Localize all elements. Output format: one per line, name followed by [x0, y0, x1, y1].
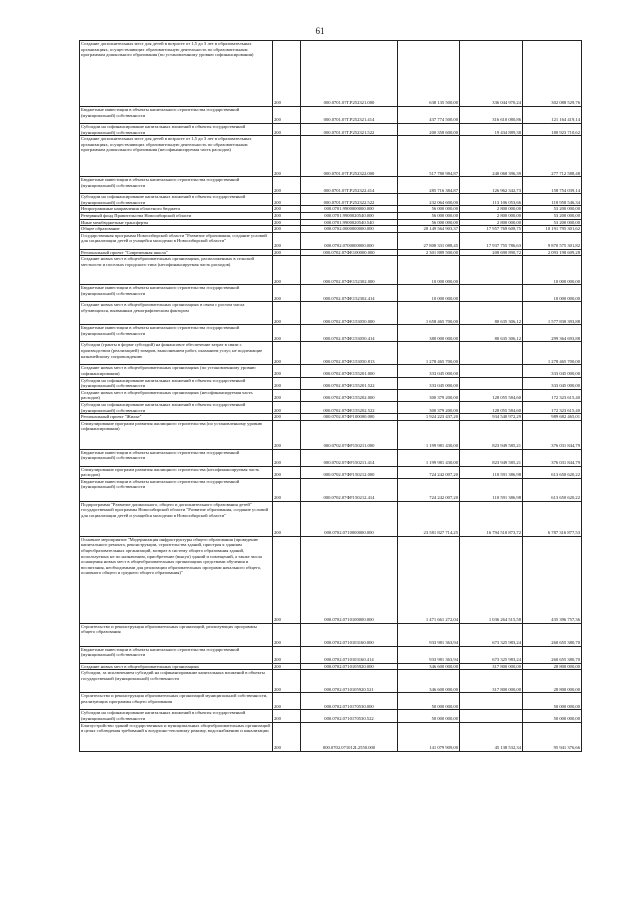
row-executed-cell: 673 325 983,24	[460, 646, 523, 663]
row-indicator-cell: 200	[273, 365, 301, 377]
row-executed-cell: 2 800 000,00	[460, 206, 523, 213]
row-indicator-cell: 200	[273, 414, 301, 421]
row-indicator-cell: 200	[273, 124, 301, 136]
row-name-cell: Субсидии на софинансирование капитальных вложений в объекты государственной (муниципальной) собственности	[80, 377, 273, 389]
row-unexecuted-cell: 118 958 546,34	[523, 194, 582, 206]
row-name-cell: Общее образование	[80, 226, 273, 233]
row-name-cell: Резервный фонд Правительства Новосибирской области	[80, 212, 273, 219]
row-code-cell: 000.0702.07ФЕ153050.414	[301, 325, 398, 342]
row-approved-cell: 56 000 000,00	[398, 219, 460, 226]
row-approved-cell: 1 199 981 430,00	[398, 420, 460, 449]
row-name-cell: Субсидии на софинансирование капитальных вложений в объекты государственной (муниципальной) собственности	[80, 710, 273, 722]
row-unexecuted-cell: 9 870 575 301,82	[523, 232, 582, 249]
row-unexecuted-cell: 1 577 830 393,88	[523, 302, 582, 325]
row-unexecuted-cell: 95 941 376,66	[523, 722, 582, 751]
row-executed-cell: 17 957 769 608,75	[460, 226, 523, 233]
row-indicator-cell: 200	[273, 420, 301, 449]
row-code-cell: 000.0702.07ФЕ152302.000	[301, 256, 398, 285]
row-unexecuted-cell: 299 364 693,88	[523, 325, 582, 342]
row-unexecuted-cell: 50 000 000,00	[523, 710, 582, 722]
row-executed-cell	[460, 365, 523, 377]
row-name-cell: Региональный проект "Современная школа"	[80, 249, 273, 256]
row-name-cell: Бюджетные инвестиции в объекты капитального строительства государственной (муниципальной) собственности	[80, 285, 273, 302]
row-code-cell: 000.0701.9900020540.540	[301, 219, 398, 226]
table-row	[80, 302, 582, 325]
table-row	[80, 249, 582, 256]
row-executed-cell	[460, 710, 523, 722]
row-indicator-cell: 200	[273, 710, 301, 722]
row-unexecuted-cell: 121 164 419,14	[523, 107, 582, 124]
row-name-cell: Бюджетные инвестиции в объекты капитального строительства государственной (муниципальной) собственности	[80, 325, 273, 342]
row-approved-cell: 724 242 007,20	[398, 478, 460, 501]
table-row	[80, 365, 582, 377]
row-indicator-cell: 200	[273, 501, 301, 536]
row-approved-cell: 27 808 331 088,45	[398, 232, 460, 249]
row-name-cell: Бюджетные инвестиции в объекты капитального строительства государственной (муниципальной) собственности	[80, 478, 273, 501]
row-indicator-cell: 200	[273, 136, 301, 177]
row-name-cell: Стимулирование программ развития жилищного строительства (несофинансируемая часть расходов)	[80, 466, 273, 478]
row-approved-cell: 28 149 564 903,37	[398, 226, 460, 233]
row-executed-cell	[460, 693, 523, 710]
table-row	[80, 212, 582, 219]
table-row	[80, 710, 582, 722]
row-approved-cell: 380 000 000,00	[398, 325, 460, 342]
row-approved-cell: 437 774 500,00	[398, 107, 460, 124]
row-executed-cell: 673 325 983,24	[460, 623, 523, 646]
row-indicator-cell: 200	[273, 325, 301, 342]
row-name-cell: Субсидии на софинансирование капитальных вложений в объекты государственной (муниципальной) собственности	[80, 194, 273, 206]
row-indicator-cell: 200	[273, 466, 301, 478]
row-name-cell: Бюджетные инвестиции в объекты капитального строительства государственной (муниципальной) собственности	[80, 107, 273, 124]
row-executed-cell: 2 800 000,00	[460, 212, 523, 219]
row-approved-cell: 300 379 200,00	[398, 389, 460, 401]
row-indicator-cell: 200	[273, 226, 301, 233]
row-executed-cell: 317 800 000,00	[460, 663, 523, 670]
budget-table	[79, 40, 582, 752]
row-indicator-cell: 200	[273, 389, 301, 401]
table-row	[80, 536, 582, 623]
row-code-cell: 000.0702.0700000000.000	[301, 232, 398, 249]
row-executed-cell: 17 937 755 786,63	[460, 232, 523, 249]
row-executed-cell: 19 434 889,38	[460, 124, 523, 136]
row-name-cell: Стимулирование программ развития жилищного строительства (по установленному уровню софинансирования)	[80, 420, 273, 449]
row-indicator-cell: 200	[273, 401, 301, 413]
row-name-cell: Субсидии (гранты в форме субсидий) на финансовое обеспечение затрат в связи с производством (реализацией) товаров, выполнением работ, оказанием услуг, не подлежащие казначейскому сопровождению	[80, 342, 273, 365]
row-indicator-cell: 200	[273, 646, 301, 663]
table-row	[80, 623, 582, 646]
table-row	[80, 420, 582, 449]
row-executed-cell	[460, 256, 523, 285]
row-indicator-cell: 200	[273, 194, 301, 206]
row-approved-cell: 1 278 465 700,00	[398, 342, 460, 365]
table-row	[80, 41, 582, 107]
page-number: 61	[315, 26, 325, 36]
row-name-cell: Строительство и реконструкция образовательных организаций муниципальной собственности, реализующих программы общего образования	[80, 693, 273, 710]
row-executed-cell: 80 635 306,12	[460, 325, 523, 342]
row-unexecuted-cell: 260 655 380,70	[523, 646, 582, 663]
row-approved-cell: 23 581 827 714,25	[398, 501, 460, 536]
row-indicator-cell: 200	[273, 212, 301, 219]
row-code-cell: 000.0702.07ФЕ152302.414	[301, 285, 398, 302]
row-indicator-cell: 200	[273, 302, 301, 325]
row-name-cell: Благоустройство зданий государственных и муниципальных общеобразовательных организаций в целях соблюдения требований к воздушно-тепловому режиму, водоснабжению и канализации	[80, 722, 273, 751]
row-approved-cell: 56 000 000,00	[398, 206, 460, 213]
table-row	[80, 136, 582, 177]
row-unexecuted-cell: 28 800 000,00	[523, 663, 582, 670]
row-indicator-cell: 200	[273, 177, 301, 194]
row-unexecuted-cell: 10 191 795 301,62	[523, 226, 582, 233]
row-approved-cell: 724 242 007,20	[398, 466, 460, 478]
row-name-cell: Бюджетные инвестиции в объекты капитального строительства государственной (муниципальной) собственности	[80, 449, 273, 466]
row-unexecuted-cell: 172 323 615,40	[523, 401, 582, 413]
row-approved-cell: 1 658 465 700,00	[398, 302, 460, 325]
row-indicator-cell: 200	[273, 206, 301, 213]
row-code-cell: 000.0702.0710100000.000	[301, 536, 398, 623]
row-code-cell: 000.0701.9900020540.000	[301, 212, 398, 219]
row-name-cell: Субсидии на софинансирование капитальных вложений в объекты государственной (муниципальной) собственности	[80, 124, 273, 136]
row-executed-cell	[460, 285, 523, 302]
table-row	[80, 342, 582, 365]
row-unexecuted-cell: 333 045 000,00	[523, 377, 582, 389]
row-indicator-cell: 200	[273, 536, 301, 623]
row-indicator-cell: 200	[273, 670, 301, 693]
row-unexecuted-cell: 53 200 000,00	[523, 206, 582, 213]
row-indicator-cell: 200	[273, 249, 301, 256]
row-executed-cell: 45 138 532,34	[460, 722, 523, 751]
row-unexecuted-cell: 53 200 000,00	[523, 212, 582, 219]
row-name-cell: Государственная программа Новосибирской области "Развитие образования, создание условий для социализации детей и учащейся молодежи в Новосибирской области"	[80, 232, 273, 249]
row-name-cell: Непрограммные направления областного бюджета	[80, 206, 273, 213]
table-row	[80, 285, 582, 302]
row-approved-cell: 2 301 889 500,00	[398, 249, 460, 256]
row-approved-cell: 1 924 223 437,20	[398, 414, 460, 421]
row-indicator-cell: 200	[273, 693, 301, 710]
row-executed-cell: 316 610 080,86	[460, 107, 523, 124]
row-approved-cell: 200 358 600,00	[398, 124, 460, 136]
row-code-cell: 000.0702.07ФЕ153050.000	[301, 302, 398, 325]
row-unexecuted-cell: 376 031 844,79	[523, 449, 582, 466]
table-row	[80, 449, 582, 466]
row-code-cell: 000.0702.07ФF150212.000	[301, 466, 398, 478]
row-code-cell: 000.0702.07ФF150211.000	[301, 420, 398, 449]
row-code-cell: 000.0701.07Г.Р252322.522	[301, 194, 398, 206]
row-indicator-cell: 200	[273, 107, 301, 124]
row-name-cell: Создание новых мест в общеобразовательных организациях (по установленному уровню софинансирования)	[80, 365, 273, 377]
row-code-cell: 000.0702.07ФЕ155201.000	[301, 365, 398, 377]
table-row	[80, 206, 582, 213]
row-executed-cell: 16 794 510 873,72	[460, 501, 523, 536]
row-unexecuted-cell: 158 754 039,14	[523, 177, 582, 194]
row-code-cell: 000.0702.07ФF150212.414	[301, 478, 398, 501]
row-approved-cell: 232 064 600,00	[398, 194, 460, 206]
row-name-cell: Иные межбюджетные трансферты	[80, 219, 273, 226]
row-approved-cell: 1 199 981 430,00	[398, 449, 460, 466]
row-executed-cell	[460, 342, 523, 365]
row-executed-cell: 823 949 585,21	[460, 420, 523, 449]
row-indicator-cell: 200	[273, 449, 301, 466]
row-indicator-cell: 200	[273, 377, 301, 389]
row-indicator-cell: 200	[273, 232, 301, 249]
row-executed-cell: 317 800 000,00	[460, 670, 523, 693]
row-unexecuted-cell: 613 650 620,22	[523, 466, 582, 478]
row-indicator-cell: 200	[273, 663, 301, 670]
row-unexecuted-cell: 28 800 000,00	[523, 670, 582, 693]
row-code-cell: 000.0702.0000000000.000	[301, 226, 398, 233]
row-approved-cell: 933 981 363,94	[398, 646, 460, 663]
row-executed-cell: 80 635 306,12	[460, 302, 523, 325]
row-code-cell: 000.0702.07ФЕ153050.813	[301, 342, 398, 365]
row-code-cell: 000.0702.0710170530.000	[301, 693, 398, 710]
row-approved-cell: 517 780 984,87	[398, 136, 460, 177]
row-indicator-cell: 200	[273, 722, 301, 751]
row-approved-cell: 10 000 000,00	[398, 256, 460, 285]
row-unexecuted-cell: 277 712 588,48	[523, 136, 582, 177]
row-unexecuted-cell: 10 000 000,00	[523, 285, 582, 302]
row-code-cell: 000.0702.07ФF100000.000	[301, 414, 398, 421]
row-approved-cell: 638 135 500,00	[398, 41, 460, 107]
row-unexecuted-cell: 333 045 000,00	[523, 365, 582, 377]
table-row	[80, 107, 582, 124]
row-code-cell: 000.0702.07ФЕ155201.522	[301, 377, 398, 389]
row-approved-cell: 10 000 000,00	[398, 285, 460, 302]
row-approved-cell: 141 079 909,00	[398, 722, 460, 751]
row-unexecuted-cell: 172 323 615,40	[523, 389, 582, 401]
row-name-cell: Строительство и реконструкция образовательных организаций, реализующих программы общего образования	[80, 623, 273, 646]
row-executed-cell: 113 106 053,66	[460, 194, 523, 206]
row-approved-cell: 285 716 384,87	[398, 177, 460, 194]
table-row	[80, 466, 582, 478]
row-executed-cell: 208 690 890,72	[460, 249, 523, 256]
row-unexecuted-cell: 2 093 198 609,28	[523, 249, 582, 256]
table-row	[80, 693, 582, 710]
row-name-cell: Создание дополнительных мест для детей в возрасте от 1,5 до 3 лет в образовательных организациях, осуществляющих образовательную деятельность по образовательным программам дошкольного образования (несофинансируемая часть расходов)	[80, 136, 273, 177]
table-row	[80, 663, 582, 670]
row-approved-cell: 333 045 000,00	[398, 365, 460, 377]
row-name-cell: Субсидии на софинансирование капитальных вложений в объекты государственной (муниципальной) собственности	[80, 401, 273, 413]
row-unexecuted-cell: 6 787 316 877,53	[523, 501, 582, 536]
row-code-cell: 000.0702.071012L2550.000	[301, 722, 398, 751]
row-code-cell: 000.0701.07Г.Р252322.000	[301, 136, 398, 177]
row-name-cell: Региональный проект "Жилье"	[80, 414, 273, 421]
table-row	[80, 722, 582, 751]
table-row	[80, 414, 582, 421]
row-approved-cell: 933 981 363,94	[398, 623, 460, 646]
table-row	[80, 194, 582, 206]
row-name-cell: Подпрограмма "Развитие дошкольного, общего и дополнительного образования детей" государственной программы Новосибирской области "Развитие образования, создание условий для социализации детей и учащейся молодежи в Новосибирской области"	[80, 501, 273, 536]
row-name-cell: Бюджетные инвестиции в объекты капитального строительства государственной (муниципальной) собственности	[80, 646, 273, 663]
row-indicator-cell: 200	[273, 478, 301, 501]
row-approved-cell: 333 045 000,00	[398, 377, 460, 389]
row-executed-cell: 823 949 585,21	[460, 449, 523, 466]
table-row	[80, 377, 582, 389]
row-indicator-cell: 200	[273, 219, 301, 226]
row-executed-cell: 128 055 584,60	[460, 389, 523, 401]
row-executed-cell: 1 036 264 515,58	[460, 536, 523, 623]
row-code-cell: 000.0702.0710103160.000	[301, 623, 398, 646]
row-approved-cell: 50 000 000,00	[398, 710, 460, 722]
row-name-cell: Создание дополнительных мест для детей в возрасте от 1,5 до 3 лет в образовательных организациях, осуществляющих образовательную деятельность по образовательным программам дошкольного образования (по установленному уровню софинансирования)	[80, 41, 273, 107]
row-executed-cell: 110 591 386,98	[460, 478, 523, 501]
row-approved-cell: 1 471 661 272,04	[398, 536, 460, 623]
table-row	[80, 325, 582, 342]
row-approved-cell: 300 379 200,00	[398, 401, 460, 413]
table-row	[80, 232, 582, 249]
row-indicator-cell: 200	[273, 285, 301, 302]
table-row	[80, 177, 582, 194]
row-name-cell: Создание новых мест в общеобразовательных организациях в связи с ростом числа обучающихся, вызванным демографическим фактором	[80, 302, 273, 325]
table-row	[80, 501, 582, 536]
row-code-cell: 000.0702.0710000000.000	[301, 501, 398, 536]
row-approved-cell: 346 600 000,00	[398, 663, 460, 670]
row-name-cell: Субсидии, за исключением субсидий на софинансирование капитальных вложений в объекты государственной (муниципальной) собственности	[80, 670, 273, 693]
row-code-cell: 000.0701.07Г.Р252321.522	[301, 124, 398, 136]
row-executed-cell: 934 540 972,29	[460, 414, 523, 421]
row-unexecuted-cell: 376 031 844,79	[523, 420, 582, 449]
row-code-cell: 000.0702.0710105920.000	[301, 663, 398, 670]
row-unexecuted-cell: 435 396 757,36	[523, 536, 582, 623]
row-unexecuted-cell: 50 000 000,00	[523, 693, 582, 710]
row-code-cell: 000.0702.07ФЕ155202.000	[301, 389, 398, 401]
row-executed-cell: 2 800 000,00	[460, 219, 523, 226]
table-row	[80, 389, 582, 401]
table-row	[80, 646, 582, 663]
row-code-cell: 000.0702.0710170530.522	[301, 710, 398, 722]
table-row	[80, 256, 582, 285]
row-name-cell: Создание новых мест в общеобразовательных организациях	[80, 663, 273, 670]
row-executed-cell: 336 044 970,24	[460, 41, 523, 107]
row-code-cell: 000.0701.07Г.Р252322.414	[301, 177, 398, 194]
row-code-cell: 000.0702.0710103160.414	[301, 646, 398, 663]
row-indicator-cell: 200	[273, 342, 301, 365]
row-unexecuted-cell: 180 923 710,62	[523, 124, 582, 136]
table-row	[80, 401, 582, 413]
table-row	[80, 670, 582, 693]
table-row	[80, 478, 582, 501]
row-code-cell: 000.0702.07ФЕ100000.000	[301, 249, 398, 256]
row-code-cell: 000.0701.07Г.Р252321.000	[301, 41, 398, 107]
row-executed-cell: 128 055 584,60	[460, 401, 523, 413]
row-indicator-cell: 200	[273, 623, 301, 646]
row-code-cell: 000.0702.07ФЕ155202.522	[301, 401, 398, 413]
row-code-cell: 000.0701.9900000000.000	[301, 206, 398, 213]
row-indicator-cell: 200	[273, 41, 301, 107]
row-code-cell: 000.0702.0710105920.521	[301, 670, 398, 693]
row-unexecuted-cell: 53 200 000,00	[523, 219, 582, 226]
table-row	[80, 219, 582, 226]
row-executed-cell	[460, 377, 523, 389]
row-code-cell: 000.0702.07ФF150211.414	[301, 449, 398, 466]
row-indicator-cell: 200	[273, 256, 301, 285]
row-unexecuted-cell: 302 088 529,76	[523, 41, 582, 107]
budget-table-body	[80, 41, 582, 752]
row-name-cell: Создание новых мест в общеобразовательных организациях, расположенных в сельской местности и поселках городского типа (несофинансируемая часть расходов)	[80, 256, 273, 285]
row-name-cell: Основное мероприятие "Модернизация инфраструктуры общего образования (проведение капитального ремонта, реконструкции, строительства зданий, пристроя к зданиям общеобразовательных организаций, возврат в систему общего образования зданий, используемых не по назначению, приобретение (выкуп) зданий и помещений, а также числа оснащения новых мест в общеобразовательных организациях средствами обучения и воспитания, необходимыми для реализации образовательных программ начального общего, основного общего и среднего общего образования)"	[80, 536, 273, 623]
row-executed-cell: 240 068 396,39	[460, 136, 523, 177]
row-executed-cell: 126 962 342,73	[460, 177, 523, 194]
row-code-cell: 000.0701.07Г.Р252321.414	[301, 107, 398, 124]
row-name-cell: Создание новых мест в общеобразовательных организациях (несофинансируемая часть расходов)	[80, 389, 273, 401]
row-name-cell: Бюджетные инвестиции в объекты капитального строительства государственной (муниципальной) собственности	[80, 177, 273, 194]
row-unexecuted-cell: 260 655 380,70	[523, 623, 582, 646]
row-executed-cell: 110 591 386,98	[460, 466, 523, 478]
row-unexecuted-cell: 989 682 465,01	[523, 414, 582, 421]
row-approved-cell: 346 600 000,00	[398, 670, 460, 693]
row-unexecuted-cell: 613 650 620,22	[523, 478, 582, 501]
row-approved-cell: 50 000 000,00	[398, 693, 460, 710]
table-row	[80, 226, 582, 233]
table-row	[80, 124, 582, 136]
row-approved-cell: 56 000 000,00	[398, 212, 460, 219]
row-unexecuted-cell: 10 000 000,00	[523, 256, 582, 285]
row-unexecuted-cell: 1 278 465 700,00	[523, 342, 582, 365]
